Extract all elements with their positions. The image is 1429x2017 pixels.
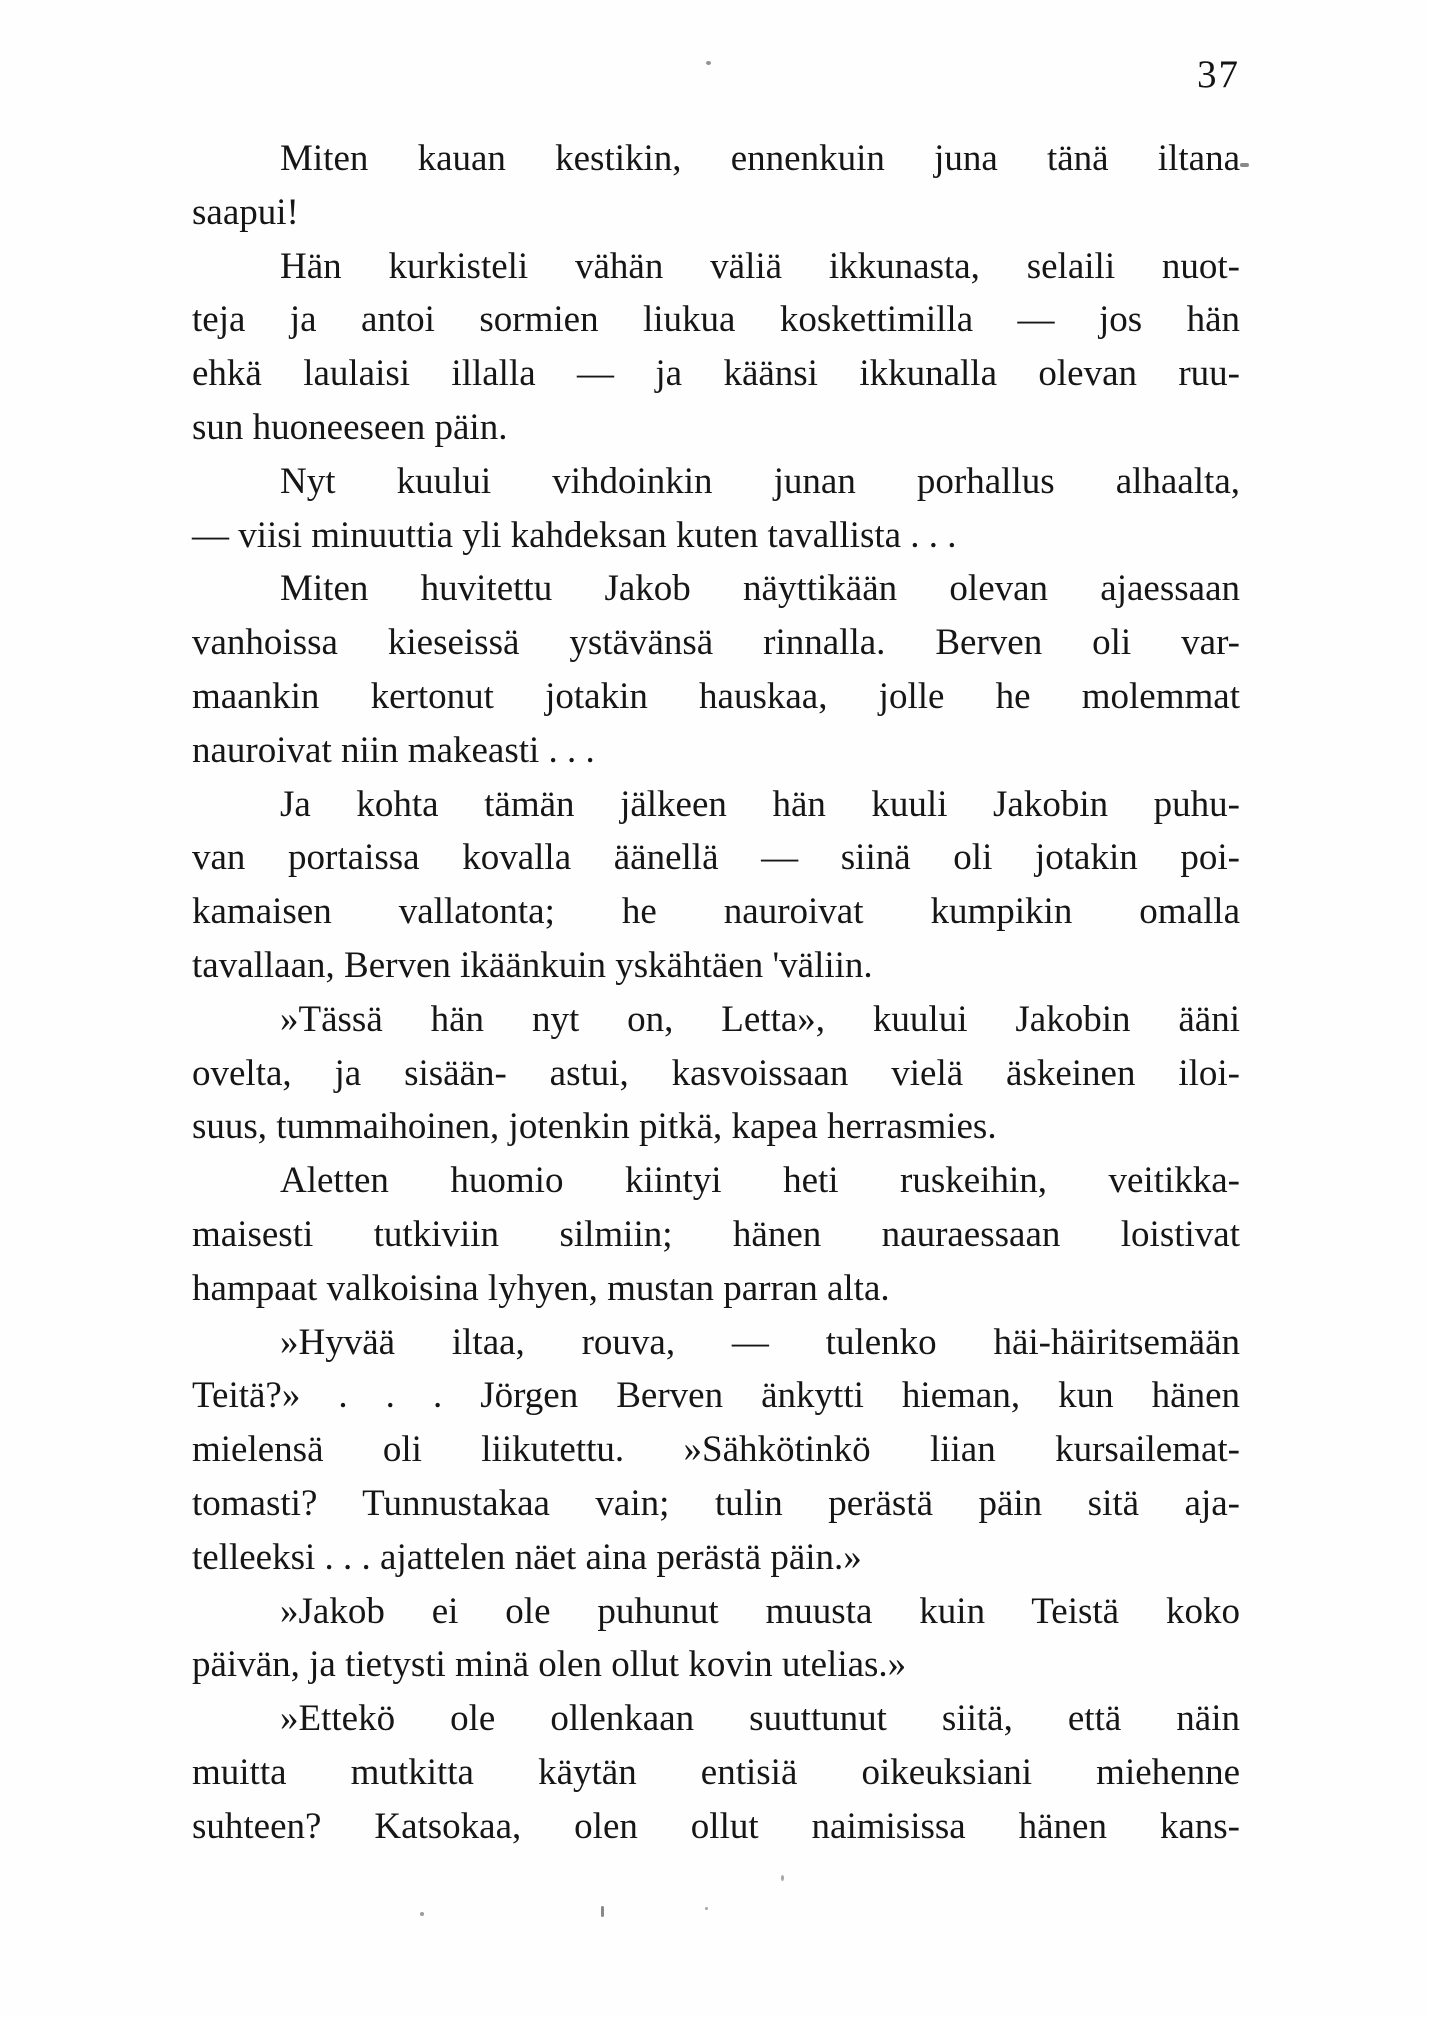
text-block — [192, 132, 1240, 1854]
text-line: ehkä laulaisi illalla — ja käänsi ikkunalla olevan ruu- — [192, 353, 1240, 395]
text-line: Miten huvitettu Jakob näyttikään olevan ajaessaan — [280, 568, 1240, 610]
scan-artifact — [781, 1875, 784, 1881]
text-line: »Jakob ei ole puhunut muusta kuin Teistä koko — [280, 1590, 1240, 1632]
text-line: hampaat valkoisina lyhyen, mustan parran alta. — [192, 1267, 890, 1309]
text-line: Ja kohta tämän jälkeen hän kuuli Jakobin puhu- — [280, 783, 1240, 825]
scan-artifact — [601, 1906, 604, 1917]
text-line: päivän, ja tietysti minä olen ollut kovin utelias.» — [192, 1644, 907, 1686]
text-line: suus, tummaihoinen, jotenkin pitkä, kapea herrasmies. — [192, 1106, 997, 1148]
text-line: telleeksi . . . ajattelen näet aina perästä päin.» — [192, 1536, 862, 1578]
text-line: tavallaan, Berven ikäänkuin yskähtäen 'väliin. — [192, 944, 873, 986]
scan-artifact — [420, 1912, 424, 1916]
text-line: saapui! — [192, 191, 299, 233]
text-line: Miten kauan kestikin, ennenkuin juna tänä iltana — [280, 138, 1240, 179]
text-line: ovelta, ja sisään- astui, kasvoissaan vielä äskeinen iloi- — [192, 1052, 1240, 1094]
text-line: van portaissa kovalla äänellä — siinä oli jotakin poi- — [192, 837, 1240, 879]
text-line: muitta mutkitta käytän entisiä oikeuksiani miehenne — [192, 1751, 1240, 1793]
scan-artifact — [1240, 163, 1249, 167]
text-line: vanhoissa kieseissä ystävänsä rinnalla. Berven oli var- — [192, 622, 1240, 664]
text-line: suhteen? Katsokaa, olen ollut naimisissa hänen kans- — [192, 1805, 1240, 1847]
text-line: Aletten huomio kiintyi heti ruskeihin, veitikka- — [280, 1160, 1240, 1202]
text-line: teja ja antoi sormien liukua koskettimilla — jos hän — [192, 299, 1240, 341]
text-line: — viisi minuuttia yli kahdeksan kuten tavallista . . . — [192, 514, 957, 556]
text-line: sun huoneeseen päin. — [192, 406, 508, 448]
text-line: tomasti? Tunnustakaa vain; tulin perästä päin sitä aja- — [192, 1482, 1240, 1524]
text-line: maankin kertonut jotakin hauskaa, jolle he molemmat — [192, 675, 1240, 717]
text-line: maisesti tutkiviin silmiin; hänen nauraessaan loistivat — [192, 1213, 1240, 1255]
text-line: nauroivat niin makeasti . . . — [192, 729, 595, 771]
scan-artifact — [705, 1907, 708, 1910]
scan-artifact — [706, 61, 711, 65]
text-line: Teitä?» . . . Jörgen Berven änkytti hieman, kun hänen — [192, 1375, 1240, 1417]
text-line: Hän kurkisteli vähän väliä ikkunasta, selaili nuot- — [280, 245, 1240, 287]
text-line: »Hyvää iltaa, rouva, — tulenko häi-häiritsemään — [280, 1321, 1240, 1363]
text-line: »Tässä hän nyt on, Letta», kuului Jakobin ääni — [280, 998, 1240, 1040]
page-number: 37 — [1197, 53, 1240, 96]
text-line: Nyt kuului vihdoinkin junan porhallus alhaalta, — [280, 460, 1240, 502]
text-line: mielensä oli liikutettu. »Sähkötinkö liian kursailemat- — [192, 1429, 1240, 1471]
text-line: »Ettekö ole ollenkaan suuttunut siitä, että näin — [280, 1698, 1240, 1740]
text-line: kamaisen vallatonta; he nauroivat kumpikin omalla — [192, 891, 1240, 933]
